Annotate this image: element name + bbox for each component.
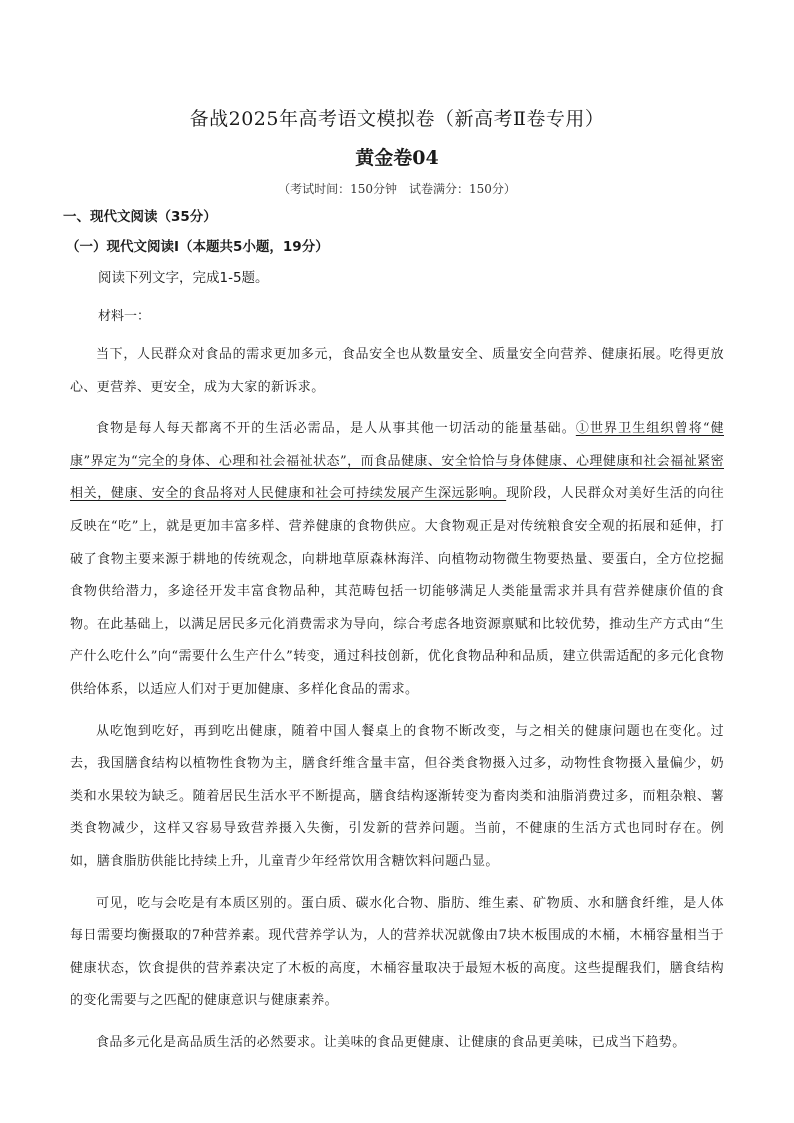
sub-section-heading: （一）现代文阅读Ⅰ（本题共5小题，19分） — [66, 239, 329, 255]
material-label: 材料一： — [98, 309, 151, 324]
paragraph-1: 当下，人民群众对食品的需求更加多元，食品安全也从数量安全、质量安全向营养、健康拓展。吃得更放心、更营养、更安全，成为大家的新诉求。 — [70, 347, 724, 395]
paragraph-2-intro: 食物是每人每天都离不开的生活必需品，是人从事其他一切活动的能量基础。 — [96, 421, 576, 437]
page-subtitle: 黄金卷04 — [355, 147, 439, 169]
reading-instruction: 阅读下列文字，完成1-5题。 — [98, 270, 269, 286]
paragraph-2 — [70, 413, 724, 706]
underlined-sentence-1: ①世界卫生组织曾将“健康”界定为“完全的身体、心理和社会福祉状态”，而食品健康、安全恰恰与身体健康、心理健康和社会福祉紧密相关，健康、安全的食品将对人民健康和社会可持续发展产生深远影响。 — [70, 421, 724, 502]
paragraph-2-rest: 现阶段，人民群众对美好生活的向往反映在“吃”上，就是更加丰富多样、营养健康的食物供应。大食物观正是对传统粮食安全观的拓展和延伸，打破了食物主要来源于耕地的传统观念，向耕地草原森林海洋、向植物动物微生物要热量、要蛋白，全方位挖掘食物供给潜力，多途径开发丰富食物品种，其范畴包括一切能够满足人类能量需求并具有营养健康价值的食物。在此基础上，以满足居民多元化消费需求为导向，综合考虑各地资源禀赋和比较优势，推动生产方式由“生产什么吃什么”向“需要什么生产什么”转变，通过科技创新，优化食物品种和品质，建立供需适配的多元化食物供给体系，以适应人们对于更加健康、多样化食品的需求。 — [70, 486, 724, 697]
exam-info: （考试时间：150分钟 试卷满分：150分） — [278, 182, 516, 196]
paragraph-3: 从吃饱到吃好，再到吃出健康，随着中国人餐桌上的食物不断改变，与之相关的健康问题也在变化。过去，我国膳食结构以植物性食物为主，膳食纤维含量丰富，但谷类食物摄入过多，动物性食物摄入量偏少，奶类和水果较为缺乏。随着居民生活水平不断提高，膳食结构逐渐转变为畜肉类和油脂消费过多，而粗杂粮、薯类食物减少，这样又容易导致营养摄入失衡，引发新的营养问题。当前，不健康的生活方式也同时存在。例如，膳食脂肪供能比持续上升，儿童青少年经常饮用含糖饮料问题凸显。 — [70, 723, 724, 869]
section-heading: 一、现代文阅读（35分） — [63, 209, 217, 225]
paragraph-5: 食品多元化是高品质生活的必然要求。让美味的食品更健康、让健康的食品更美味，已成当下趋势。 — [96, 1034, 686, 1050]
page-title: 备战2025年高考语文模拟卷（新高考Ⅱ卷专用） — [189, 108, 605, 130]
reading-passage — [70, 339, 724, 1068]
paragraph-4: 可见，吃与会吃是有本质区别的。蛋白质、碳水化合物、脂肪、维生素、矿物质、水和膳食纤维，是人体每日需要均衡摄取的7种营养素。现代营养学认为，人的营养状况就像由7块木板围成的木桶，木桶容量相当于健康状态，饮食提供的营养素决定了木板的高度，木桶容量取决于最短木板的高度。这些提醒我们，膳食结构的变化需要与之匹配的健康意识与健康素养。 — [70, 895, 724, 1009]
